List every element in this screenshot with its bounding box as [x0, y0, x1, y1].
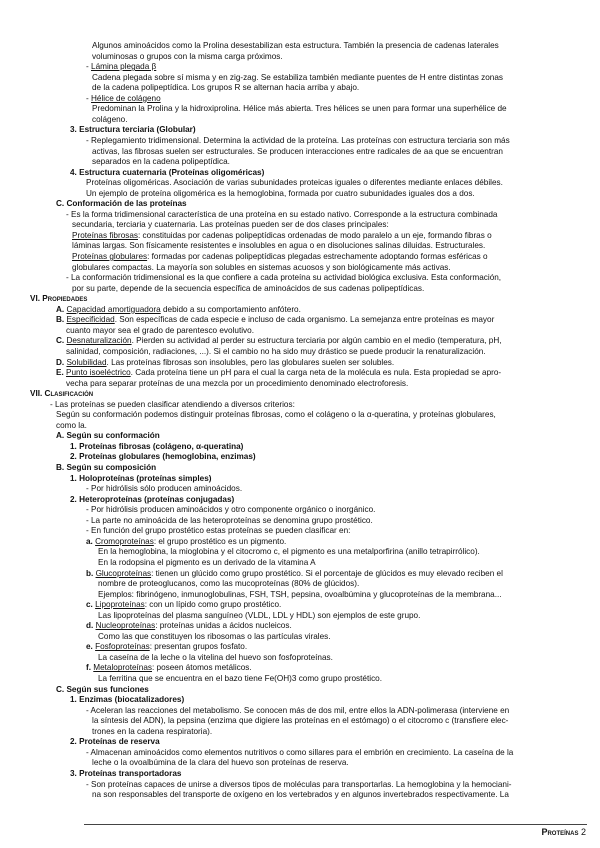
text-line: C. Según sus funciones: [56, 684, 149, 694]
text-line: - Hélice de colágeno: [86, 93, 161, 103]
text-line: de la cadena polipeptídica. Los grupos R se alternan hacia arriba y abajo.: [92, 83, 360, 93]
text-line: c. Lipoproteínas: con un lípido como grupo prostético.: [86, 600, 282, 610]
text-line: 3. Estructura terciaria (Globular): [70, 125, 196, 135]
text-line: 1. Proteínas fibrosas (colágeno, α-queratina): [70, 441, 244, 451]
item-letter: e.: [86, 642, 96, 652]
footer-label: Proteínas: [541, 827, 579, 837]
text-line: Proteínas oligoméricas. Asociación de varias subunidades proteicas iguales o diferentes mediante enlaces débiles.: [86, 178, 503, 188]
text-line: cuanto mayor sea el grado de parentesco evolutivo.: [66, 325, 254, 335]
term: Nucleoproteínas: [95, 621, 156, 631]
term: Capacidad amortiguadora: [66, 304, 161, 314]
term: Especificidad: [66, 315, 115, 325]
text-line: láminas largas. Son físicamente resistentes e insolubles en agua o en disoluciones salinas diluidas. Estructurales.: [72, 241, 486, 251]
term: Metaloproteínas: [93, 663, 152, 673]
text-line: como la.: [56, 420, 87, 430]
item-letter: A.: [56, 304, 67, 314]
text-line: - Replegamiento tridimensional. Determina la actividad de la proteína. Las proteínas con estructura terciaria son más: [86, 135, 510, 145]
item-letter: b.: [86, 568, 96, 578]
text-line: E. Punto isoeléctrico. Cada proteína tiene un pH para el cual la carga neta de la molécula es nula. Esta propiedad se apro-: [56, 368, 502, 378]
text-line: D. Solubilidad. Las proteínas fibrosas son insolubles, pero las globulares suelen ser solubles.: [56, 357, 395, 367]
text-line: nombre de proteoglucanos, como las mucoproteínas (80% de glúcidos).: [98, 579, 360, 589]
term: Desnaturalización: [66, 336, 132, 346]
text-line: Según su conformación podemos distinguir proteínas fibrosas, como el colágeno o la α-queratina, y proteínas globulares,: [56, 410, 496, 420]
text-line: Ejemplos: fibrinógeno, inmunoglobulinas, FSH, TSH, pepsina, ovoalbúmina y glucoproteínas de la membrana...: [98, 589, 502, 599]
text-line: globulares compactas. La mayoría son solubles en sistemas acuosos y son biológicamente más activas.: [72, 262, 451, 272]
text-line: voluminosas o grupos con la misma carga próximos.: [92, 51, 283, 61]
text-line: f. Metaloproteínas: poseen átomos metálicos.: [86, 663, 252, 673]
text-line: A. Capacidad amortiguadora debido a su comportamiento anfótero.: [56, 304, 301, 314]
text-line: Predominan la Prolina y la hidroxiprolina. Hélice más abierta. Tres hélices se unen para formar una superhélice de: [92, 104, 507, 114]
text-line: - Es la forma tridimensional característica de una proteína en su estado nativo. Corresponde a la estructura combinada: [66, 209, 498, 219]
text-line: Cadena plegada sobre sí misma y en zig-zag. Se estabiliza también mediante puentes de H entre distintas zonas: [92, 72, 503, 82]
text-line: Proteínas fibrosas: constituidas por cadenas polipeptídicas ordenadas de modo paralelo a un eje, formando fibras o: [72, 230, 492, 240]
text-line: trones en la cadena respiratoria).: [92, 726, 213, 736]
text-line: secundaria, terciaria y cuaternaria. Las proteínas pueden ser de dos clases principales:: [72, 220, 389, 230]
item-letter: B.: [56, 315, 67, 325]
text-line: por su parte, depende de la secuencia específica de aminoácidos de sus cadenas polipeptídicas.: [72, 283, 425, 293]
term: Solubilidad: [66, 357, 107, 367]
text-line: colágeno.: [92, 114, 128, 124]
text-line: a. Cromoproteínas: el grupo prostético es un pigmento.: [86, 536, 287, 546]
text-line: Como las que constituyen los ribosomas o las partículas virales.: [98, 631, 331, 641]
text-line: activas, las fibrosas suelen ser estructurales. Se producen interacciones entre radicales de aa que se encuentran: [92, 146, 503, 156]
text-line: B. Según su composición: [56, 463, 157, 472]
text-line: - Aceleran las reacciones del metabolismo. Se conocen más de dos mil, entre ellos la ADN-polimerasa (interviene en: [86, 705, 510, 715]
text-line: separados en la cadena polipeptídica.: [92, 157, 230, 167]
footer-rule: [84, 824, 587, 825]
text-line: e. Fosfoproteínas: presentan grupos fosfato.: [86, 642, 248, 652]
text-line: Proteínas globulares: formadas por cadenas polipeptídicas plegadas estrechamente adoptando formas esféricas o: [72, 252, 488, 261]
item-letter: d.: [86, 621, 96, 631]
text-line: 4. Estructura cuaternaria (Proteínas oligoméricas): [70, 167, 265, 177]
footer-page-number: 2: [580, 827, 586, 837]
text-line: - Por hidrólisis sólo producen aminoácidos.: [86, 484, 243, 494]
text-line: d. Nucleoproteínas: proteínas unidas a ácidos nucleicos.: [86, 621, 292, 631]
page-footer: [541, 827, 586, 837]
text-line: 2. Proteínas de reserva: [70, 737, 160, 747]
item-letter: E.: [56, 368, 67, 378]
text-line: - Almacenan aminoácidos como elementos nutritivos o como sillares para el embrión en crecimiento. La caseína de la: [86, 747, 514, 757]
text-line: 2. Proteínas globulares (hemoglobina, enzimas): [70, 452, 256, 462]
text-line: salinidad, composición, radiaciones, ...). Si el cambio no ha sido muy drástico se puede producir la renaturalización.: [66, 346, 486, 356]
text-line: C. Conformación de las proteínas: [56, 199, 187, 209]
text-line: - La conformación tridimensional es la que confiere a cada proteína su actividad biológica exclusiva. Esta conformación,: [66, 273, 502, 283]
term: Proteínas globulares: [72, 252, 148, 261]
text-line: na son responsables del transporte de oxígeno en los vertebrados y en algunos invertebrados respectivamente. La: [92, 790, 509, 800]
text-line: VI. Propiedades: [30, 294, 88, 304]
subheading: Lámina plegada β: [91, 62, 157, 72]
item-letter: C.: [56, 336, 67, 346]
item-letter: a.: [86, 536, 96, 546]
text-line: - Son proteínas capaces de unirse a diversos tipos de moléculas para transportarlas. La hemoglobina y la hemociani-: [86, 779, 512, 789]
term: Glucoproteínas: [95, 568, 152, 578]
text-line: - La parte no aminoácida de las heteroproteínas se denomina grupo prostético.: [86, 515, 373, 525]
text-line: La caseína de la leche o la vitelina del huevo son fosfoproteínas.: [98, 652, 333, 662]
text-line: En la rodopsina el pigmento es un derivado de la vitamina A: [98, 557, 316, 567]
text-line: la síntesis del ADN), la pepsina (enzima que digiere las proteínas en el estómago) o el citocromo c (transfiere elec-: [92, 716, 509, 726]
text-line: - Por hidrólisis producen aminoácidos y otro componente orgánico o inorgánico.: [86, 505, 376, 515]
term: Cromoproteínas: [95, 536, 154, 546]
item-letter: c.: [86, 600, 96, 610]
text-line: - Lámina plegada β: [86, 62, 157, 72]
term: Lipoproteínas: [95, 600, 145, 610]
text-line: 1. Enzimas (biocatalizadores): [70, 695, 185, 705]
text-line: 3. Proteínas transportadoras: [70, 768, 182, 778]
item-letter: D.: [56, 357, 67, 367]
item-letter: f.: [86, 663, 94, 673]
text-line: Algunos aminoácidos como la Prolina desestabilizan esta estructura. También la presencia de cadenas laterales: [92, 41, 499, 50]
text-line: La ferritina que se encuentra en el bazo tiene Fe(OH)3 como grupo prostético.: [98, 674, 382, 683]
text-line: Las lipoproteínas del plasma sanguíneo (VLDL, LDL y HDL) son ejemplos de este grupo.: [98, 610, 421, 620]
text-line: En la hemoglobina, la mioglobina y el citocromo c, el pigmento es una metalporfirina (anillo tetrapirrólico).: [98, 547, 480, 557]
text-line: C. Desnaturalización. Pierden su actividad al perder su estructura terciaria por algún cambio en el medio (temperatura, pH,: [56, 336, 502, 346]
text-line: VII. Clasificación: [30, 389, 94, 399]
subheading: Hélice de colágeno: [91, 93, 161, 103]
text-line: 1. Holoproteínas (proteínas simples): [70, 473, 212, 483]
text-line: vecha para separar proteínas de una mezcla por un procedimiento denominado electroforesis.: [66, 378, 409, 388]
text-line: b. Glucoproteínas: tienen un glúcido como grupo prostético. Si el porcentaje de glúcidos es muy elevado reciben el: [86, 568, 503, 578]
text-line: - En función del grupo prostético estas proteínas se pueden clasificar en:: [86, 526, 351, 536]
text-line: leche o la ovoalbúmina de la clara del huevo son proteínas de reserva.: [92, 758, 349, 768]
text-line: - Las proteínas se pueden clasificar atendiendo a diversos criterios:: [50, 399, 295, 409]
term: Fosfoproteínas: [95, 642, 150, 652]
text-line: A. Según su conformación: [56, 431, 160, 441]
text-line: B. Especificidad. Son específicas de cada especie e incluso de cada organismo. La semejanza entre proteínas es mayor: [56, 315, 495, 325]
term: Proteínas fibrosas: [72, 230, 138, 240]
text-line: Un ejemplo de proteína oligomérica es la hemoglobina, formada por cuatro subunidades iguales dos a dos.: [86, 188, 475, 198]
term: Punto isoeléctrico: [66, 368, 131, 378]
text-line: 2. Heteroproteínas (proteínas conjugadas): [70, 494, 235, 504]
